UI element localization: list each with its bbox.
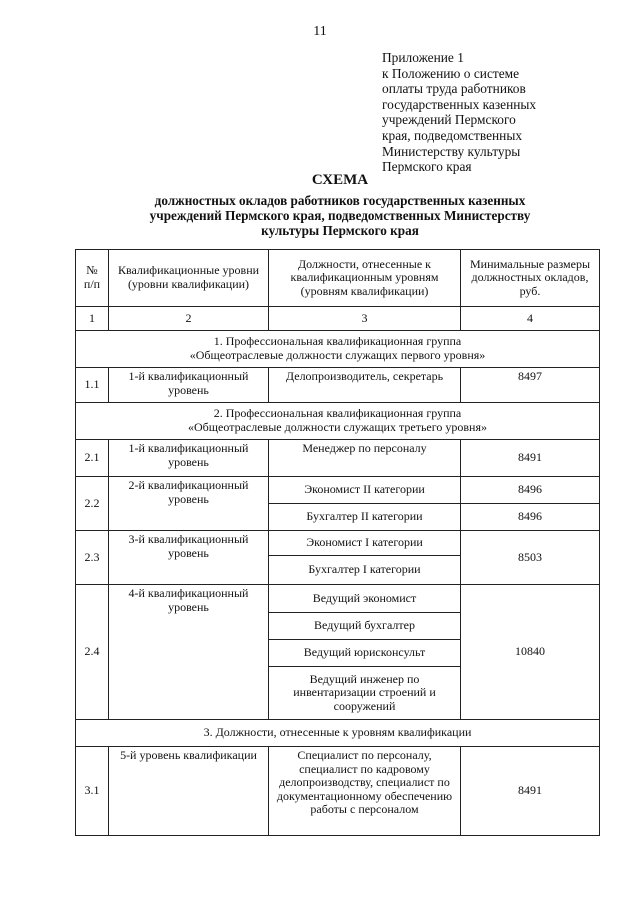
appendix-line: государственных казенных	[382, 96, 537, 112]
table-row	[76, 531, 600, 556]
row-position: Ведущий экономист	[269, 585, 461, 613]
group-title-line: 1. Профессиональная квалификационная группа	[213, 334, 462, 349]
row-salary: 10840	[461, 585, 600, 720]
row-position: Бухгалтер II категории	[269, 504, 461, 531]
row-num: 2.3	[76, 531, 109, 585]
row-salary: 8503	[461, 531, 600, 585]
row-position: Специалист по персоналу, специалист по кадровому делопроизводству, специалист по документационному обеспечению работы с персоналом	[269, 747, 461, 836]
row-position: Ведущий бухгалтер	[269, 613, 461, 640]
table-row	[76, 477, 600, 504]
table-row	[76, 747, 600, 836]
appendix-line: Министерству культуры	[382, 143, 521, 159]
row-salary: 8496	[461, 504, 600, 531]
row-level: 5-й уровень квалификации	[109, 747, 269, 836]
row-num: 1.1	[76, 368, 109, 403]
row-level: 1-й квалификационный уровень	[109, 368, 269, 403]
row-num: 3.1	[76, 747, 109, 836]
table-row	[76, 368, 600, 403]
header-salary: Минимальные размеры должностных окладов, руб.	[461, 250, 600, 307]
row-num: 2.2	[76, 477, 109, 531]
group-header-row	[76, 720, 600, 747]
row-position: Менеджер по персоналу	[269, 440, 461, 477]
header-level: Квалификационные уровни (уровни квалификации)	[109, 250, 269, 307]
row-position: Делопроизводитель, секретарь	[269, 368, 461, 403]
appendix-line: Приложение 1	[382, 50, 464, 65]
row-position: Экономист II категории	[269, 477, 461, 504]
appendix-note	[382, 50, 602, 175]
group-header-row	[76, 403, 600, 440]
row-level: 1-й квалификационный уровень	[109, 440, 269, 477]
column-number: 4	[461, 307, 600, 331]
row-salary: 8496	[461, 477, 600, 504]
row-position: Ведущий юрисконсульт	[269, 640, 461, 667]
group-title: 3. Должности, отнесенные к уровням квалификации	[76, 720, 600, 747]
column-number: 3	[269, 307, 461, 331]
row-level: 3-й квалификационный уровень	[109, 531, 269, 585]
row-level: 4-й квалификационный уровень	[109, 585, 269, 720]
row-num: 2.4	[76, 585, 109, 720]
table-row	[76, 585, 600, 613]
document-subtitle	[90, 193, 590, 238]
row-salary: 8491	[461, 747, 600, 836]
group-title-line: 2. Профессиональная квалификационная группа	[213, 406, 462, 421]
column-number-row	[76, 307, 600, 331]
appendix-line: учреждений Пермского	[382, 112, 516, 128]
row-position: Ведущий инженер по инвентаризации строений и сооружений	[269, 667, 461, 720]
salary-schema-table	[75, 249, 600, 836]
column-number: 1	[76, 307, 109, 331]
table-row	[76, 440, 600, 477]
subtitle-line: культуры Пермского края	[261, 223, 419, 238]
row-salary: 8497	[461, 368, 600, 403]
subtitle-line: должностных окладов работников государственных казенных	[154, 193, 526, 208]
group-header-row	[76, 331, 600, 368]
appendix-line: края, подведомственных	[382, 127, 523, 143]
appendix-line: оплаты труда работников	[382, 81, 526, 97]
column-number: 2	[109, 307, 269, 331]
row-num: 2.1	[76, 440, 109, 477]
header-num: № п/п	[76, 250, 109, 307]
group-title-line: «Общеотраслевые должности служащих первого уровня»	[189, 348, 486, 362]
table-header-row	[76, 250, 600, 307]
appendix-line: к Положению о системе	[382, 65, 520, 81]
row-level: 2-й квалификационный уровень	[109, 477, 269, 531]
appendix-line: Пермского края	[382, 159, 472, 175]
row-position: Бухгалтер I категории	[269, 556, 461, 585]
row-position: Экономист I категории	[269, 531, 461, 556]
page-number: 11	[313, 24, 327, 39]
group-title	[76, 403, 600, 440]
subtitle-line: учреждений Пермского края, подведомственных Министерству	[149, 208, 531, 223]
group-title-line: «Общеотраслевые должности служащих третьего уровня»	[188, 420, 487, 434]
group-title	[76, 331, 600, 368]
document-title: СХЕМА	[311, 172, 369, 188]
header-positions: Должности, отнесенные к квалификационным уровням (уровням квалификации)	[269, 250, 461, 307]
row-salary: 8491	[461, 440, 600, 477]
